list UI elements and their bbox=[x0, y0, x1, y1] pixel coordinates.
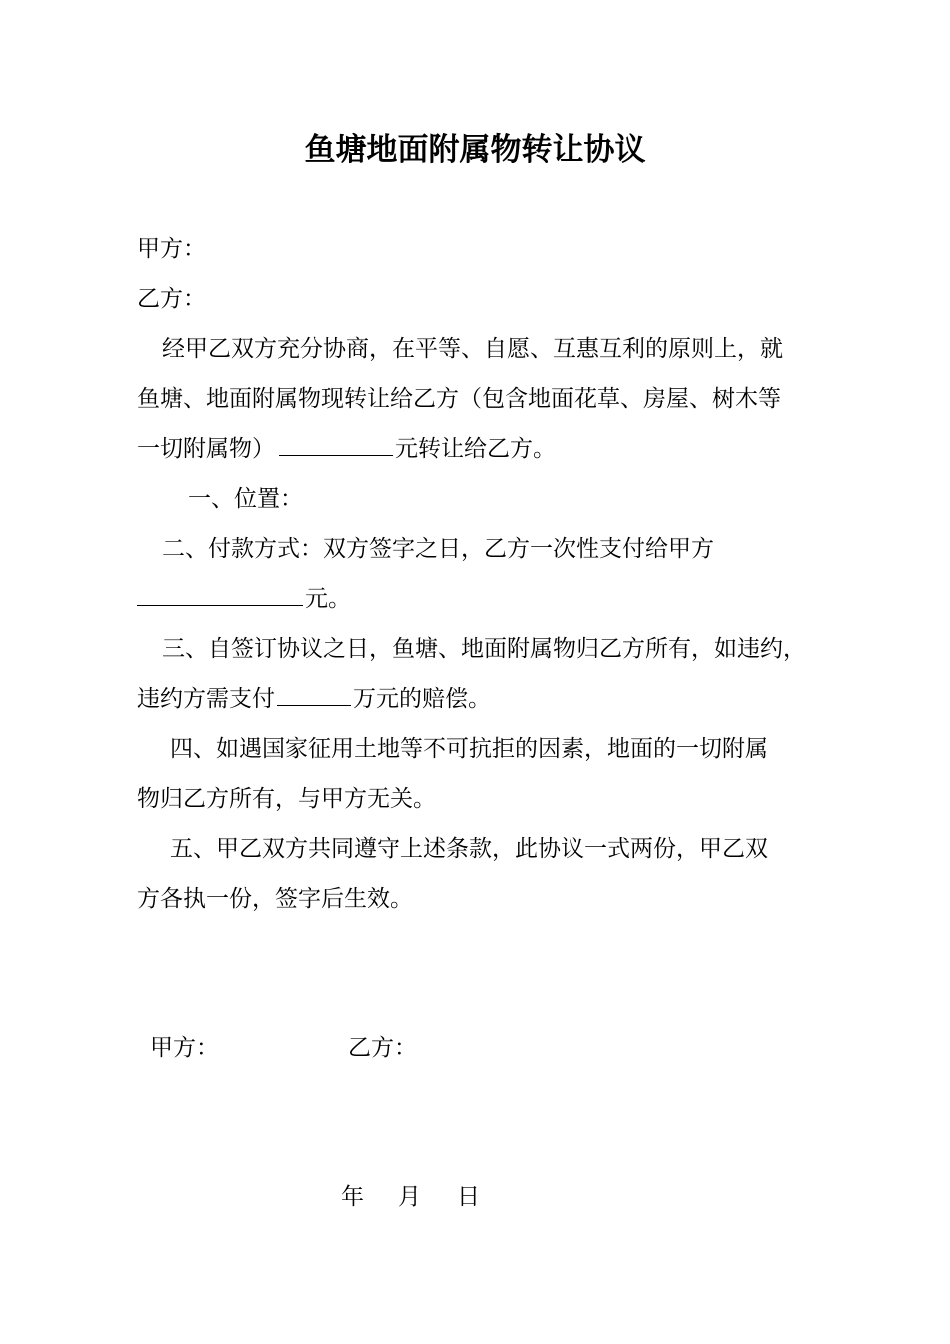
clause-2-line-1: 二、付款方式：双方签字之日，乙方一次性支付给甲方 bbox=[162, 536, 714, 562]
amount-blank-1 bbox=[279, 433, 393, 456]
amount-blank-2 bbox=[137, 583, 303, 606]
signature-party-b: 乙方： bbox=[348, 1035, 417, 1061]
clause-5-line-2: 方各执一份，签字后生效。 bbox=[137, 886, 413, 912]
clause-3-line-2-prefix: 违约方需支付 bbox=[137, 686, 275, 712]
clause-4-line-1: 四、如遇国家征用土地等不可抗拒的因素，地面的一切附属 bbox=[170, 736, 768, 762]
date-month: 月 bbox=[398, 1184, 421, 1210]
intro-line-3 bbox=[137, 432, 556, 466]
intro-line-3-prefix: 一切附属物） bbox=[137, 436, 275, 462]
clause-3-line-2 bbox=[137, 682, 491, 716]
intro-line-1: 经甲乙双方充分协商，在平等、自愿、互惠互利的原则上，就 bbox=[162, 336, 783, 362]
clause-3-line-1: 三、自签订协议之日，鱼塘、地面附属物归乙方所有，如违约， bbox=[162, 636, 806, 662]
party-a-label: 甲方： bbox=[137, 236, 206, 262]
date-day: 日 bbox=[457, 1184, 480, 1210]
signature-party-a: 甲方： bbox=[150, 1035, 219, 1061]
party-b-label: 乙方： bbox=[137, 286, 206, 312]
clause-3-line-2-suffix: 万元的赔偿。 bbox=[353, 686, 491, 712]
clause-5-line-1: 五、甲乙双方共同遵守上述条款，此协议一式两份，甲乙双 bbox=[170, 836, 768, 862]
clause-1: 一、位置： bbox=[188, 486, 303, 512]
penalty-blank bbox=[277, 683, 351, 706]
date-year: 年 bbox=[341, 1184, 364, 1210]
intro-line-3-suffix: 元转让给乙方。 bbox=[395, 436, 556, 462]
document-title: 鱼塘地面附属物转让协议 bbox=[304, 132, 646, 168]
intro-line-2: 鱼塘、地面附属物现转让给乙方（包含地面花草、房屋、树木等 bbox=[137, 386, 781, 412]
clause-4-line-2: 物归乙方所有，与甲方无关。 bbox=[137, 786, 436, 812]
clause-2-line-2-suffix: 元。 bbox=[305, 586, 351, 612]
clause-2-line-2 bbox=[137, 582, 351, 616]
